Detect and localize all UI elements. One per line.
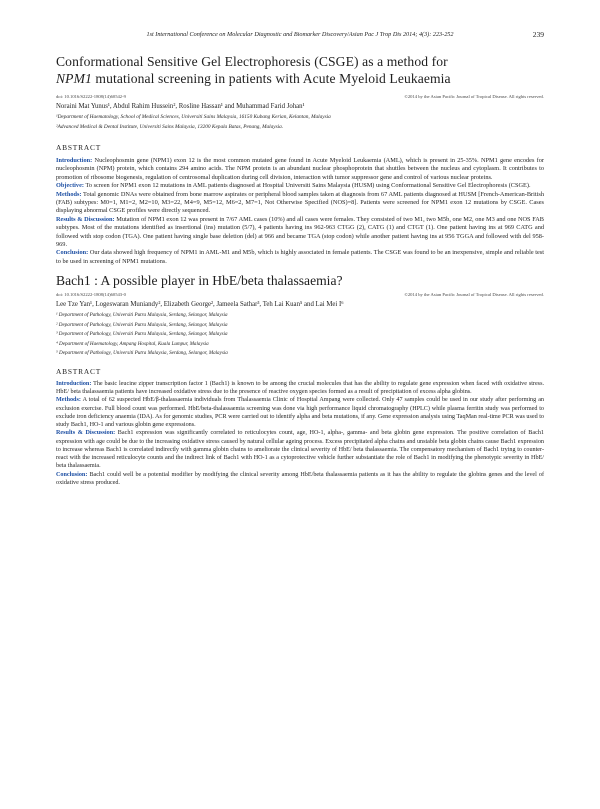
page xyxy=(56,30,544,487)
doi[interactable]: doi: 10.1016/S2222-1808(14)60542-9 xyxy=(56,94,126,99)
title-line-2: mutational screening in patients with Acute Myeloid Leukaemia xyxy=(91,70,451,86)
affiliation: ⁴ Department of Haematology, Ampang Hospital, Kuala Lumpur, Malaysia xyxy=(56,340,209,347)
section-head: Results & Discussion: xyxy=(56,430,116,437)
affiliation: ² Department of Pathology, Universiti Putra Malaysia, Serdang, Selangor, Malaysia xyxy=(56,321,228,328)
affiliation: ¹ Department of Pathology, Universiti Putra Malaysia, Serdang, Selangor, Malaysia xyxy=(56,312,228,319)
abstract-methods xyxy=(56,396,544,429)
journal-citation: 1st International Conference on Molecular Diagnostic and Biomarker Discovery/Asian Pac J Trop Dis 2014; 4(3): 223-252 xyxy=(146,31,454,38)
affiliation: ²Advanced Medical & Dental Institute, Universiti Sains Malaysia, 13200 Kepala Batas, Penang, Malaysia. xyxy=(56,124,284,130)
abstract-conclusion xyxy=(56,471,544,488)
abstract-objective xyxy=(56,182,544,190)
author-list: Noraini Mat Yunus¹, Abdul Rahim Hussein², Rosline Hassan¹ and Muhammad Farid Johan¹ xyxy=(56,103,305,110)
abstract-introduction xyxy=(56,157,544,182)
abstract-heading: ABSTRACT xyxy=(56,366,102,376)
page-number: 239 xyxy=(532,30,544,39)
running-head xyxy=(56,30,544,40)
doi[interactable]: doi: 10.1016/S2222-1808(14)60543-0 xyxy=(56,292,126,298)
abstract-results xyxy=(56,216,544,250)
article-1-meta xyxy=(56,93,544,101)
title-line-1: Conformational Sensitive Gel Electrophoresis (CSGE) as a method for xyxy=(56,54,448,69)
affiliation: ³ Department of Pathology, Universiti Putra Malaysia, Serdang, Selangor, Malaysia xyxy=(56,331,228,338)
abstract-introduction xyxy=(56,380,544,397)
section-text: Our data showed high frequency of NPM1 in AML-M1 and M5b, which is highly associated in female patients. The CSGE was found to be an inexpensive, simple and reliable test to be used in screening of NPM1 mutations. xyxy=(56,249,544,265)
article-1 xyxy=(56,54,544,266)
section-text: A total of 62 suspected HbE/β-thalassaemia individuals from Thalassaemia Clinic of Hospital Ampang were collected. Only 47 samples could be used in our study after performing an exclusion exercise. Full blood count was performed. HbE/beta-thalassaemia screening was done via high performance liquid chromatography (HPLC) while plasma ferritin study was performed to exclude iron deficiency anaemia (IDA). As for genomic studies, PCR were carried out to identify alpha and beta mutations, if any. Gene expression analysis using TaqMan real-time PCR was used to study Bach1, HO-1 and various globin gene expressions. xyxy=(56,397,544,429)
article-2-meta xyxy=(56,291,544,299)
section-head: Methods: xyxy=(56,397,81,404)
section-text: The basic leucine zipper transcription factor 1 (Bach1) is known to be among the crucial molecules that has the ability to regulate gene expression when faced with oxidative stress. HbE/ beta thalassaemia patients have increased oxidative stress due to the presence of reactive oxygen species formed as a result of precipitation of excess alpha globins. xyxy=(56,380,544,396)
affiliation: ¹Department of Haematology, School of Medical Sciences, Universiti Sains Malaysia, 16150 Kubang Kerian, Kelantan, Malaysia xyxy=(56,114,331,120)
section-head: Conclusion: xyxy=(56,471,88,478)
section-text: Mutation of NPM1 exon 12 was present in 7/67 AML cases (10%) and all cases were females. They consisted of two M1, two M5b, one M2, one M3 and one NOS FAB subtypes. Most of the mutations identified as insertional (ins) mutation (5/7), 4 patients having ins 962-963 CTGG (2), CATG (1) and CTGT (1). One patient having ins at 969 CATG and followed with stop codon (TGA). One patient having single base deletion (del) at 966 and became TGA (stop codon) while another patient having ins at 956 TGGA and followed with del 958-969. xyxy=(56,215,544,249)
section-text: Total genomic DNAs were obtained from bone marrow aspirates or peripheral blood samples taken at diagnosis from 67 AML patients diagnosed at HUSM [French-American-British (FAB) subtypes: M0=1, M1=2, M2=10, M3=22, M4=9, M5=12, M6=2, M7=1, Not Otherwise Specified (NOS)=8]. Patients were screened for NPM1 exon 12 mutations by CSGE. Cases displaying abnormal CSGE profiles were directly sequenced. xyxy=(56,190,544,215)
section-head: Objective: xyxy=(56,182,84,190)
article-1-title xyxy=(56,54,544,87)
copyright: ©2014 by the Asian Pacific Journal of Tropical Disease. All rights reserved. xyxy=(404,94,544,99)
section-text: Bach1 could well be a potential modifier by modifying the clinical severity among HbE/beta thalassaemia patients as it has the ability to regulate the globins genes and the level of oxidative stress produced. xyxy=(56,471,544,486)
author-list: Lee Tze Yan¹, Logeswaran Muniandy², Elizabeth George², Jameela Sathar³, Teh Lai Kuan⁵ and Lai Mei I⁶ xyxy=(56,301,344,309)
section-head: Results & Discussion: xyxy=(56,215,115,223)
affiliation-list xyxy=(56,311,544,359)
section-text: Nucleophosmin gene (NPM1) exon 12 is the most common mutated gene found in Acute Myeloid Leukaemia (AML), which is present in 25-35%. NPM1 gene encodes for nucleophosmin (NPM) protein, which contains 294 amino acids. The NPM protein is an abundant nuclear phosphoprotein that shuttles between the nucleus and cytoplasm. It contributes to promotion of ribosome biogenesis, regulation of centrosomal duplication during cell division, interaction with tumor suppressor gene and control of various nuclear proteins. xyxy=(56,157,544,181)
section-text: Bach1 expression was significantly correlated to reticulocytes count, age, HO-1, alpha-, gamma- and beta globin gene expression. The positive correlation of Bach1 expression with age could be due to the increasing oxidative stress caused by natural cellular ageing process. Excess precipitated alpha chains and unstable beta globin chains cause Bach1 expression to increase whereas Bach1 is correlated indirectly with gamma globin chains to ameliorate the clinical severity of HbE/ beta thalassaemia. The compensatory mechanism of Bach1 trying to counter-react with the increased reticulocyte counts and the indirect link of Bach1 with HO-1 as a cytoprotective vehicle further substantiate the role of Bach1 in modifying the phenotypic severity in HbE/ beta thalassaemia. xyxy=(56,430,544,470)
article-2 xyxy=(56,273,544,487)
section-text: To screen for NPM1 exon 12 mutations in AML patients diagnosed at Hospital Universiti Sains Malaysia (HUSM) using Conformational Sensitive Gel Electrophoresis (CSGE). xyxy=(83,182,531,190)
article-2-title: Bach1 : A possible player in HbE/beta thalassaemia? xyxy=(56,273,343,289)
section-head: Conclusion: xyxy=(56,249,89,257)
abstract-conclusion xyxy=(56,249,544,266)
section-head: Methods: xyxy=(56,190,82,198)
title-gene: NPM1 xyxy=(56,70,92,86)
section-head: Introduction: xyxy=(56,157,93,164)
abstract-heading: ABSTRACT xyxy=(56,143,102,152)
section-head: Introduction: xyxy=(56,380,92,387)
affiliation: ⁵ Department of Pathology, Universiti Putra Malaysia, Serdang, Selangor, Malaysia xyxy=(56,350,228,357)
abstract-results xyxy=(56,429,544,470)
abstract-methods xyxy=(56,191,544,216)
copyright: ©2014 by the Asian Pacific Journal of Tropical Disease. All rights reserved. xyxy=(404,292,544,298)
